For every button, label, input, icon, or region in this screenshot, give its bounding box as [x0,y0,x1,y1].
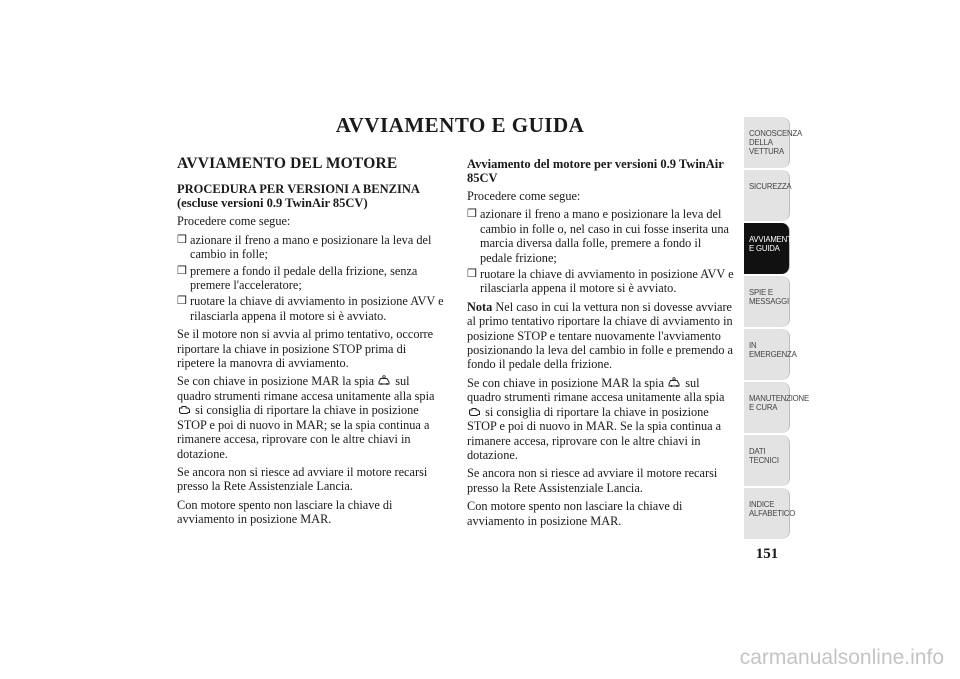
step-text: ruotare la chiave di avviamento in posizione AVV e rilasciarla appena il motore si è avviato. [480,267,734,296]
step-text: ruotare la chiave di avviamento in posizione AVV e rilasciarla appena il motore si è avviato. [190,294,444,323]
step-text: azionare il freno a mano e posizionare la leva del cambio in folle o, nel caso in cui fosse inserita una marcia diversa dalla folle, premere a fondo il pedale frizione; [480,207,729,265]
tab-dati-tecnici[interactable]: DATI TECNICI [744,435,790,486]
note-label: Nota [467,299,493,314]
list-item [467,267,735,296]
watermark: carmanualsonline.info [739,646,944,669]
list-item [177,264,445,293]
engine-icon [468,406,481,417]
chapter-tabs [744,117,809,541]
checkbox-bullet-icon: ❒ [467,208,477,221]
page-title: AVVIAMENTO E GUIDA [335,113,585,137]
section-heading: AVVIAMENTO DEL MOTORE [177,155,398,172]
note-text: Nel caso in cui la vettura non si dovesse avviare al primo tentativo riportare la chiave di avviamento in posizione STOP e tentare nuovamente l'avviamento posizionando la leva del cambio in folle e premendo a fondo il pedale della frizione. [467,299,733,372]
paragraph: Con motore spento non lasciare la chiave di avviamento in posizione MAR. [467,499,683,528]
tab-emergenza[interactable]: IN EMERGENZA [744,329,790,380]
car-key-icon [378,375,391,386]
paragraph: Se ancora non si riesce ad avviare il motore recarsi presso la Rete Assistenziale Lancia. [467,466,718,495]
steps-list [467,207,735,295]
sub-heading-twinair: Avviamento del motore per versioni 0.9 TwinAir 85CV [467,157,724,185]
list-item [177,294,445,323]
paragraph: Se ancora non si riesce ad avviare il motore recarsi presso la Rete Assistenziale Lancia. [177,464,428,494]
car-key-icon [668,377,681,388]
paragraph-warning-lights [177,374,445,460]
page-number: 151 [755,546,779,562]
tab-spie[interactable]: SPIE E MESSAGGI [744,276,790,327]
text-run: sul quadro strumenti rimane accesa unitamente alla spia [177,374,435,403]
tab-conoscenza[interactable]: CONOSCENZA DELLA VETTURA [744,117,790,168]
intro-text: Procedere come segue: [467,189,581,203]
step-text: premere a fondo il pedale della frizione, senza premere l'acceleratore; [190,263,418,293]
checkbox-bullet-icon: ❒ [177,233,187,246]
tab-sicurezza[interactable]: SICUREZZA [744,170,790,221]
paragraph: Se il motore non si avvia al primo tentativo, occorre riportare la chiave in posizione STOP prima di ripetere la manovra di avviamento. [177,327,434,371]
paragraph: Con motore spento non lasciare la chiave di avviamento in posizione MAR. [177,497,393,527]
tab-manutenzione[interactable]: MANUTENZIONE E CURA [744,382,790,433]
list-item [177,233,445,262]
sub-heading-petrol: PROCEDURA PER VERSIONI A BENZINA (escluse versioni 0.9 TwinAir 85CV) [177,182,420,211]
text-run: si consiglia di riportare la chiave in posizione STOP e poi di nuovo in MAR. Se la spia continua a rimanere accesa, riprovare con le altre chiavi in dotazione. [467,404,722,462]
list-item [467,207,735,265]
checkbox-bullet-icon: ❒ [177,295,187,308]
text-run: sul quadro strumenti rimane accesa unitamente alla spia [467,375,725,405]
note-paragraph [467,300,735,372]
step-text: azionare il freno a mano e posizionare la leva del cambio in folle; [190,232,432,262]
tab-avviamento[interactable]: AVVIAMENTO E GUIDA [744,223,790,274]
intro-text: Procedere come segue: [177,214,291,229]
right-column [467,157,735,532]
steps-list [177,233,445,323]
left-column [177,157,445,531]
text-run: si consiglia di riportare la chiave in posizione STOP e poi di nuovo in MAR; se la spia continua a rimanere accesa, riprovare con le altre chiavi in dotazione. [177,403,430,461]
checkbox-bullet-icon: ❒ [177,264,187,277]
text-run: Se con chiave in posizione MAR la spia [177,374,375,389]
text-run: Se con chiave in posizione MAR la spia [467,375,665,390]
engine-icon [178,404,191,415]
checkbox-bullet-icon: ❒ [467,268,477,281]
paragraph-warning-lights [467,376,735,462]
tab-indice[interactable]: INDICE ALFABETICO [744,488,790,539]
